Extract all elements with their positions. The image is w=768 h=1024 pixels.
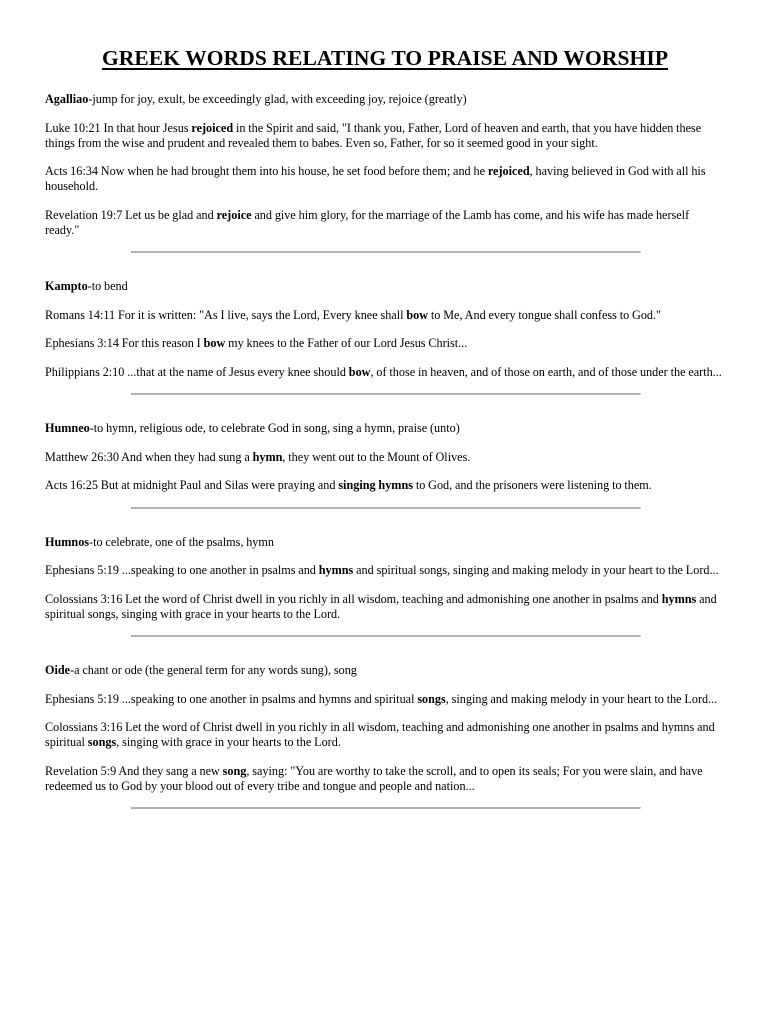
word-section-agalliao [45,92,725,253]
greek-word: Kampto [45,279,88,293]
verse-highlight: rejoiced [191,120,234,135]
verse-text: to Me, And every tongue shall confess to God." [428,307,662,322]
greek-word: Humneo [45,421,90,435]
word-definition [45,92,725,107]
verse-text: my knees to the Father of our Lord Jesus Christ... [225,336,468,350]
definition-text: -to hymn, religious ode, to celebrate God in song, sing a hymn, praise (unto) [89,421,460,435]
verse-text: to God, and the prisoners were listening to them. [412,478,652,492]
greek-word: Oide [45,663,71,677]
word-section-humneo [45,421,725,509]
definition-text: -to bend [87,279,128,293]
definition-text: -a chant or ode (the general term for any words sung), song [70,663,357,677]
greek-word: Agalliao [45,92,89,106]
verse-highlight: singing hymns [338,478,413,492]
verse-text: and give him glory, for the marriage of the Lamb has come, and his wife has made herself ready." [45,207,690,237]
section-divider [131,251,641,253]
word-section-kampto [45,279,725,395]
verse-text: Revelation 19:7 Let us be glad and [45,207,217,222]
verse-paragraph [45,764,725,794]
word-section-humnos [45,535,725,638]
verse-highlight: songs [417,691,446,706]
verse-paragraph [45,720,725,750]
verse-text: Romans 14:11 For it is written: "As I live, says the Lord, Every knee shall [45,307,407,322]
verse-highlight: hymn [252,449,283,464]
section-divider [131,807,641,809]
greek-word: Humnos [45,534,90,549]
word-definition [45,279,725,294]
verse-paragraph [45,365,725,380]
verse-text: Philippians 2:10 ...that at the name of Jesus every knee should [45,364,349,379]
verse-highlight: song [222,763,247,778]
verse-paragraph [45,121,725,151]
verse-text: Revelation 5:9 And they sang a new [45,763,223,778]
section-divider [131,507,641,509]
verse-text: Colossians 3:16 Let the word of Christ dwell in you richly in all wisdom, teaching and admonishing one another in psalms and hymns and spiritual [45,720,715,749]
page-title: GREEK WORDS RELATING TO PRAISE AND WORSHIP [101,46,669,70]
verse-text: Acts 16:34 Now when he had brought them into his house, he set food before them; and he [45,164,488,178]
verse-paragraph [45,450,725,465]
verse-text: Acts 16:25 But at midnight Paul and Silas were praying and [45,478,339,492]
word-sections [45,92,725,809]
section-divider [131,635,641,637]
verse-text: Luke 10:21 In that hour Jesus [45,120,192,135]
verse-highlight: bow [406,307,429,322]
verse-text: Matthew 26:30 And when they had sung a [45,449,253,464]
word-section-oide [45,663,725,809]
document-page [45,46,725,835]
verse-text: , having believed in God with all his household. [45,164,706,193]
verse-highlight: rejoiced [487,164,530,178]
verse-paragraph [45,164,725,194]
verse-text: , of those in heaven, and of those on earth, and of those under the earth... [370,364,722,379]
definition-text: -jump for joy, exult, be exceedingly glad, with exceeding joy, rejoice (greatly) [88,92,467,106]
verse-highlight: songs [87,735,117,749]
verse-highlight: hymns [661,591,697,606]
verse-text: , singing and making melody in your heart to the Lord... [445,691,718,706]
verse-text: and spiritual songs, singing and making melody in your heart to the Lord... [353,563,719,577]
verse-text: , singing with grace in your hearts to the Lord. [116,735,341,749]
verse-highlight: hymns [318,563,354,577]
verse-text: and spiritual songs, singing with grace in your hearts to the Lord. [45,591,717,621]
verse-text: in the Spirit and said, "I thank you, Father, Lord of heaven and earth, that you have hidden these things from the wise and prudent and revealed them to babes. Even so, Father, for so it seemed good in your sight. [45,120,702,150]
verse-paragraph [45,208,725,238]
verse-highlight: bow [203,336,226,350]
verse-text: Ephesians 5:19 ...speaking to one another in psalms and [45,563,319,577]
verse-highlight: rejoice [216,207,252,222]
word-definition [45,663,725,678]
verse-text: , they went out to the Mount of Olives. [282,449,471,464]
verse-paragraph [45,563,725,578]
word-definition [45,535,725,550]
verse-paragraph [45,692,725,707]
verse-text: , saying: "You are worthy to take the scroll, and to open its seals; For you were slain, and have redeemed us to God by your blood out of every tribe and tongue and people and nation... [45,763,703,793]
section-divider [131,393,641,395]
verse-paragraph [45,478,725,493]
verse-highlight: bow [348,364,371,379]
verse-paragraph [45,308,725,323]
verse-text: Ephesians 5:19 ...speaking to one another in psalms and hymns and spiritual [45,691,418,706]
verse-paragraph [45,336,725,351]
verse-paragraph [45,592,725,622]
verse-text: Colossians 3:16 Let the word of Christ dwell in you richly in all wisdom, teaching and admonishing one another in psalms and [45,591,662,606]
verse-text: Ephesians 3:14 For this reason I [45,336,204,350]
definition-text: -to celebrate, one of the psalms, hymn [89,534,274,549]
word-definition [45,421,725,436]
